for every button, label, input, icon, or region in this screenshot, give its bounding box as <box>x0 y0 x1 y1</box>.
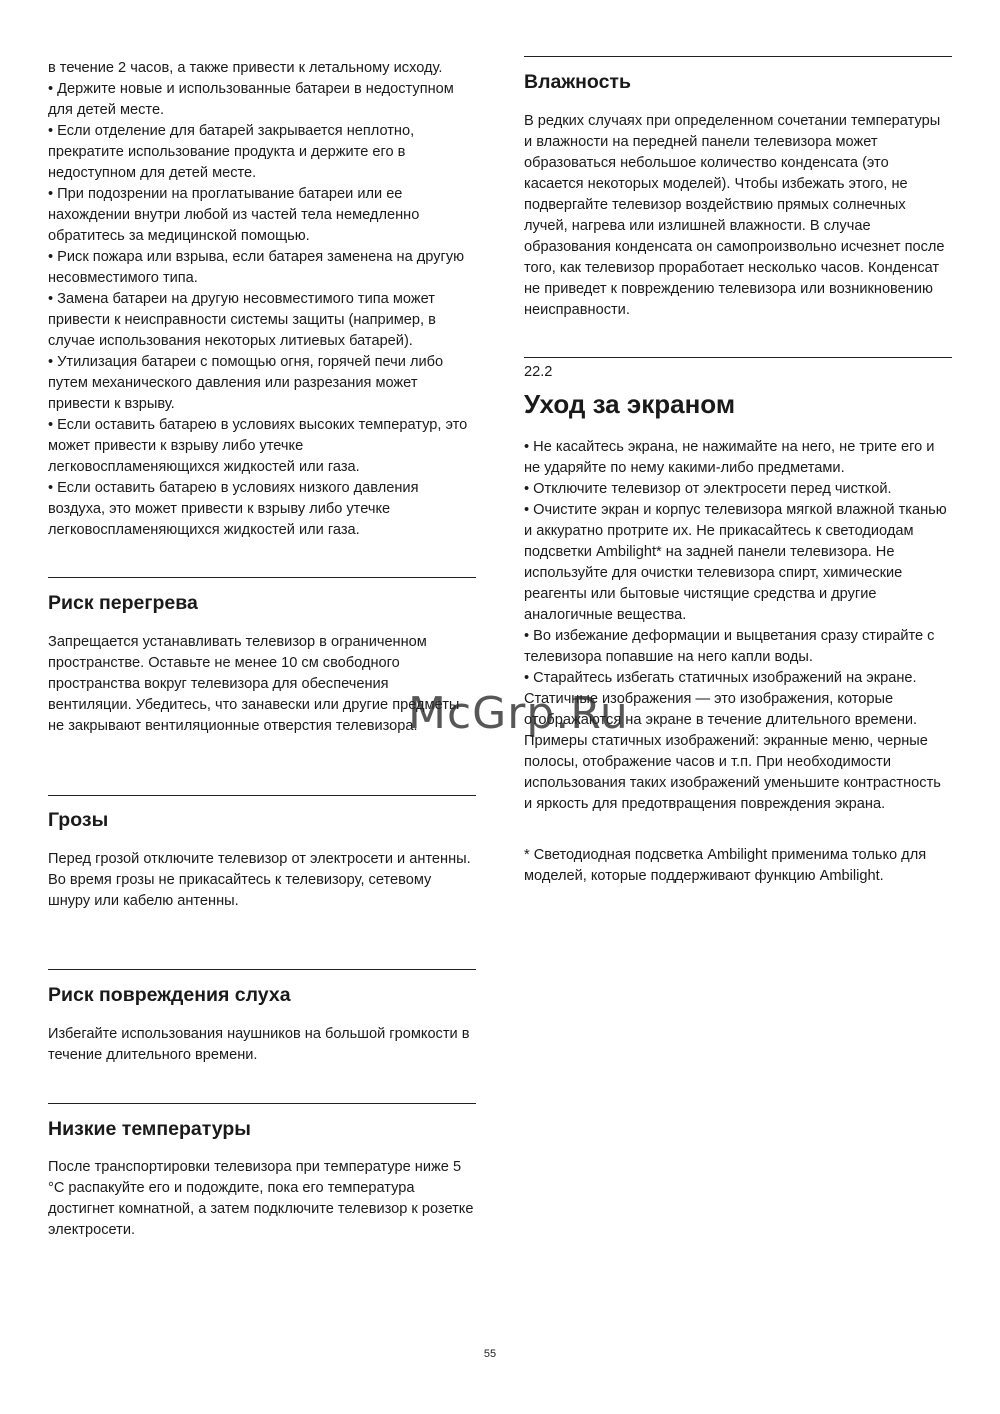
section-divider <box>48 1103 476 1104</box>
section-divider <box>48 577 476 578</box>
section-title: Уход за экраном <box>524 389 736 419</box>
overheat-heading: Риск перегрева <box>48 592 198 614</box>
cold-text: После транспортировки телевизора при температуре ниже 5 °C распакуйте его и подождите, пока его температура достигнет комнатной, а затем подключите телевизор к розетке электросети. <box>48 1159 474 1238</box>
hearing-heading: Риск повреждения слуха <box>48 984 291 1006</box>
humidity-text: В редких случаях при определенном сочетании температуры и влажности на передней панели телевизора может образоваться небольшое количество конденсата (это касается некоторых моделей). Чтобы избежать этого, не подвергайте телевизор воздействию прямых солнечных лучей, нагрева или излишней влажности. В случае образования конденсата он самопроизвольно исчезнет после того, как телевизор проработает несколько часов. Конденсат не приведет к повреждению телевизора или возникновению неисправности. <box>524 113 945 318</box>
section-divider <box>48 969 476 970</box>
storm-text: Перед грозой отключите телевизор от электросети и антенны. Во время грозы не прикасайтесь к телевизору, сетевому шнуру или кабелю антенны. <box>48 851 471 909</box>
overheat-text: Запрещается устанавливать телевизор в ограниченном пространстве. Оставьте не менее 10 см свободного пространства вокруг телевизора для обеспечения вентиляции. Убедитесь, что занавески или другие предметы не закрывают вентиляционные отверстия телевизора. <box>48 634 460 734</box>
storm-heading: Грозы <box>48 809 109 831</box>
section-divider <box>48 795 476 796</box>
hearing-text: Избегайте использования наушников на большой громкости в течение длительного времени. <box>48 1026 470 1063</box>
section-divider <box>524 357 952 358</box>
section-number: 22.2 <box>524 364 553 380</box>
humidity-heading: Влажность <box>524 71 631 93</box>
page-number: 55 <box>483 1348 497 1360</box>
ambilight-footnote: * Светодиодная подсветка Ambilight применима только для моделей, которые поддерживают функцию Ambilight. <box>524 847 927 884</box>
cold-heading: Низкие температуры <box>48 1118 251 1140</box>
watermark: McGrp.Ru <box>408 688 629 739</box>
battery-warnings-text: в течение 2 часов, а также привести к летальному исходу. • Держите новые и использованные батареи в недоступном для детей месте. • Если отделение для батарей закрывается неплотно, прекратите использование продукта и держите его в недоступном для детей месте. • При подозрении на проглатывание батареи или ее нахождении внутри любой из частей тела немедленно обратитесь за медицинской помощью. • Риск пожара или взрыва, если батарея заменена на другую несовместимого типа. • Замена батареи на другую несовместимого типа может привести к неисправности системы защиты (например, в случае использования некоторых литиевых батарей). • Утилизация батареи с помощью огня, горячей печи либо путем механического давления или разрезания может привести к взрыву. • Если оставить батарею в условиях высоких температур, это может привести к взрыву либо утечке легковоспламеняющихся жидкостей или газа. • Если оставить батарею в условиях низкого давления воздуха, это может привести к взрыву либо утечке легковоспламеняющихся жидкостей или газа. <box>48 60 468 538</box>
section-divider <box>524 56 952 57</box>
screen-care-text: • Не касайтесь экрана, не нажимайте на него, не трите его и не ударяйте по нему какими-либо предметами. • Отключите телевизор от электросети перед чисткой. • Очистите экран и корпус телевизора мягкой влажной тканью и аккуратно протрите их. Не прикасайтесь к светодиодам подсветки Ambilight* на задней панели телевизора. Не используйте для очистки телевизора спирт, химические реагенты или бытовые чистящие средства и другие аналогичные вещества. • Во избежание деформации и выцветания сразу стирайте с телевизора попавшие на него капли воды. • Старайтесь избегать статичных изображений на экране. Статичные изображения — это изображения, которые отображаются на экране в течение длительного времени. Примеры статичных изображений: экранные меню, черные полосы, отображение часов и т.п. При необходимости использования таких изображений уменьшите контрастность и яркость для предотвращения повреждения экрана. <box>524 439 947 812</box>
